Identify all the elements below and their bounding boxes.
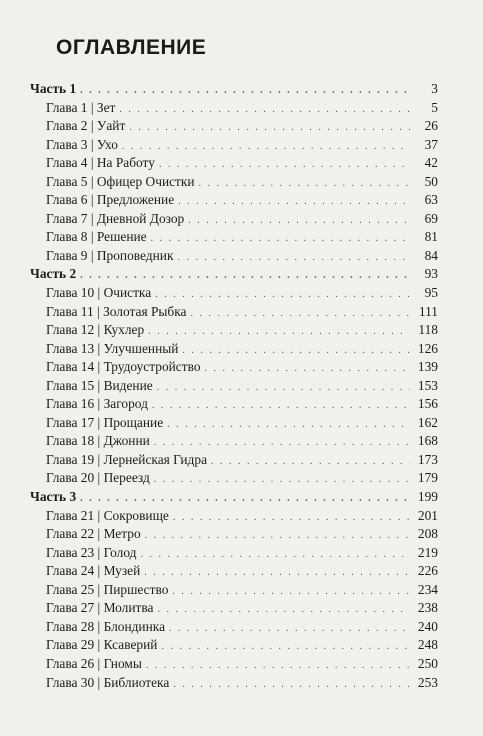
toc-chapter-row	[30, 544, 438, 563]
dot-leader	[173, 509, 410, 528]
page-number: 50	[424, 173, 438, 189]
page-number: 93	[424, 266, 438, 282]
page-number: 253	[417, 674, 438, 690]
toc-chapter-row	[30, 655, 438, 674]
page-number: 118	[418, 322, 438, 338]
page-number: 250	[417, 655, 438, 671]
toc-part-row	[30, 265, 438, 284]
toc-chapter-row	[30, 228, 438, 247]
toc-chapter-row	[30, 451, 438, 470]
toc-chapter-row	[30, 674, 438, 693]
page-number: 156	[417, 396, 438, 412]
toc-chapter-row	[30, 618, 438, 637]
toc-chapter-row	[30, 432, 438, 451]
page-number: 219	[417, 544, 438, 560]
chapter-title: Глава 2 | Уайт	[46, 118, 126, 134]
toc-chapter-row	[30, 117, 438, 136]
page-number: 168	[417, 433, 438, 449]
chapter-title: Глава 23 | Голод	[46, 544, 137, 560]
toc-chapter-row	[30, 525, 438, 544]
page-number: 84	[424, 247, 438, 263]
chapter-title: Глава 18 | Джонни	[46, 433, 150, 449]
dot-leader	[119, 101, 410, 120]
chapter-title: Глава 8 | Решение	[46, 229, 147, 245]
toc-chapter-row	[30, 321, 438, 340]
dot-leader	[188, 212, 410, 231]
toc-chapter-row	[30, 395, 438, 414]
toc-chapter-row	[30, 173, 438, 192]
toc-chapter-row	[30, 99, 438, 118]
page-number: 5	[431, 99, 438, 115]
page-number: 240	[417, 618, 438, 634]
page-number: 153	[417, 377, 438, 393]
dot-leader	[155, 286, 410, 305]
dot-leader	[146, 657, 410, 676]
page-number: 3	[431, 81, 438, 96]
dot-leader	[190, 305, 410, 324]
chapter-title: Глава 14 | Трудоустройство	[46, 359, 201, 375]
dot-leader	[177, 249, 410, 268]
dot-leader	[151, 230, 410, 249]
dot-leader	[205, 360, 410, 379]
dot-leader	[211, 453, 410, 472]
toc-part-row	[30, 80, 438, 99]
toc-chapter-row	[30, 136, 438, 155]
table-of-contents	[30, 80, 438, 692]
chapter-title: Глава 26 | Гномы	[46, 655, 142, 671]
dot-leader	[144, 564, 410, 583]
chapter-title: Глава 27 | Молитва	[46, 600, 154, 616]
dot-leader	[154, 471, 410, 490]
page-number: 63	[424, 192, 438, 208]
dot-leader	[159, 156, 410, 175]
chapter-title: Глава 13 | Улучшенный	[46, 340, 179, 356]
toc-chapter-row	[30, 414, 438, 433]
chapter-title: Глава 20 | Переезд	[46, 470, 150, 486]
page-number: 162	[417, 414, 438, 430]
chapter-title: Глава 28 | Блондинка	[46, 618, 166, 634]
dot-leader	[169, 620, 410, 639]
toc-chapter-row	[30, 284, 438, 303]
chapter-title: Глава 7 | Дневной Дозор	[46, 210, 185, 226]
page-number: 201	[417, 507, 438, 523]
dot-leader	[140, 546, 410, 565]
chapter-title: Глава 29 | Ксаверий	[46, 637, 158, 653]
page-number: 199	[417, 489, 438, 505]
dot-leader	[172, 583, 410, 602]
page-number: 126	[417, 340, 438, 356]
part-title: Часть 2	[30, 266, 77, 282]
part-title: Часть 3	[30, 489, 77, 505]
dot-leader	[167, 416, 410, 435]
page-number: 234	[417, 581, 438, 597]
toc-chapter-row	[30, 191, 438, 210]
dot-leader	[199, 175, 410, 194]
dot-leader	[122, 138, 410, 157]
page-number: 42	[424, 155, 438, 171]
chapter-title: Глава 6 | Предложение	[46, 192, 175, 208]
toc-chapter-row	[30, 469, 438, 488]
dot-leader	[161, 638, 410, 657]
dot-leader	[152, 397, 410, 416]
page-number: 95	[424, 285, 438, 301]
page-title: ОГЛАВЛЕНИЕ	[56, 36, 207, 59]
chapter-title: Глава 11 | Золотая Рыбка	[46, 303, 187, 319]
toc-chapter-row	[30, 210, 438, 229]
page-number: 173	[417, 451, 438, 467]
page-number: 111	[418, 303, 438, 319]
chapter-title: Глава 22 | Метро	[46, 526, 141, 542]
dot-leader	[182, 342, 410, 361]
chapter-title: Глава 4 | На Работу	[46, 155, 155, 171]
page-number: 208	[417, 526, 438, 542]
dot-leader	[145, 527, 410, 546]
toc-chapter-row	[30, 507, 438, 526]
page-number: 26	[424, 118, 438, 134]
toc-chapter-row	[30, 599, 438, 618]
page-number: 226	[417, 563, 438, 579]
toc-chapter-row	[30, 636, 438, 655]
page-number: 179	[417, 470, 438, 486]
page-number: 238	[417, 600, 438, 616]
toc-chapter-row	[30, 377, 438, 396]
chapter-title: Глава 3 | Ухо	[46, 136, 118, 152]
dot-leader	[80, 82, 410, 101]
toc-chapter-row	[30, 154, 438, 173]
toc-chapter-row	[30, 340, 438, 359]
chapter-title: Глава 24 | Музей	[46, 563, 141, 579]
toc-chapter-row	[30, 303, 438, 322]
dot-leader	[178, 193, 410, 212]
page-number: 248	[417, 637, 438, 653]
chapter-title: Глава 19 | Лернейская Гидра	[46, 451, 208, 467]
chapter-title: Глава 16 | Загород	[46, 396, 148, 412]
dot-leader	[148, 323, 410, 342]
toc-chapter-row	[30, 247, 438, 266]
chapter-title: Глава 30 | Библиотека	[46, 674, 170, 690]
chapter-title: Глава 21 | Сокровище	[46, 507, 169, 523]
dot-leader	[157, 379, 410, 398]
chapter-title: Глава 9 | Проповедник	[46, 247, 174, 263]
dot-leader	[173, 676, 410, 695]
toc-part-row	[30, 488, 438, 507]
toc-chapter-row	[30, 358, 438, 377]
page-number: 139	[417, 359, 438, 375]
page-number: 69	[424, 210, 438, 226]
chapter-title: Глава 15 | Видение	[46, 377, 153, 393]
chapter-title: Глава 10 | Очистка	[46, 285, 152, 301]
page-number: 37	[424, 136, 438, 152]
chapter-title: Глава 17 | Прощание	[46, 414, 164, 430]
chapter-title: Глава 12 | Кухлер	[46, 322, 145, 338]
chapter-title: Глава 25 | Пиршество	[46, 581, 169, 597]
page-number: 81	[424, 229, 438, 245]
part-title: Часть 1	[30, 81, 77, 96]
toc-chapter-row	[30, 562, 438, 581]
dot-leader	[129, 119, 410, 138]
chapter-title: Глава 5 | Офицер Очистки	[46, 173, 195, 189]
toc-chapter-row	[30, 581, 438, 600]
chapter-title: Глава 1 | Зет	[46, 99, 116, 115]
dot-leader	[157, 601, 410, 620]
